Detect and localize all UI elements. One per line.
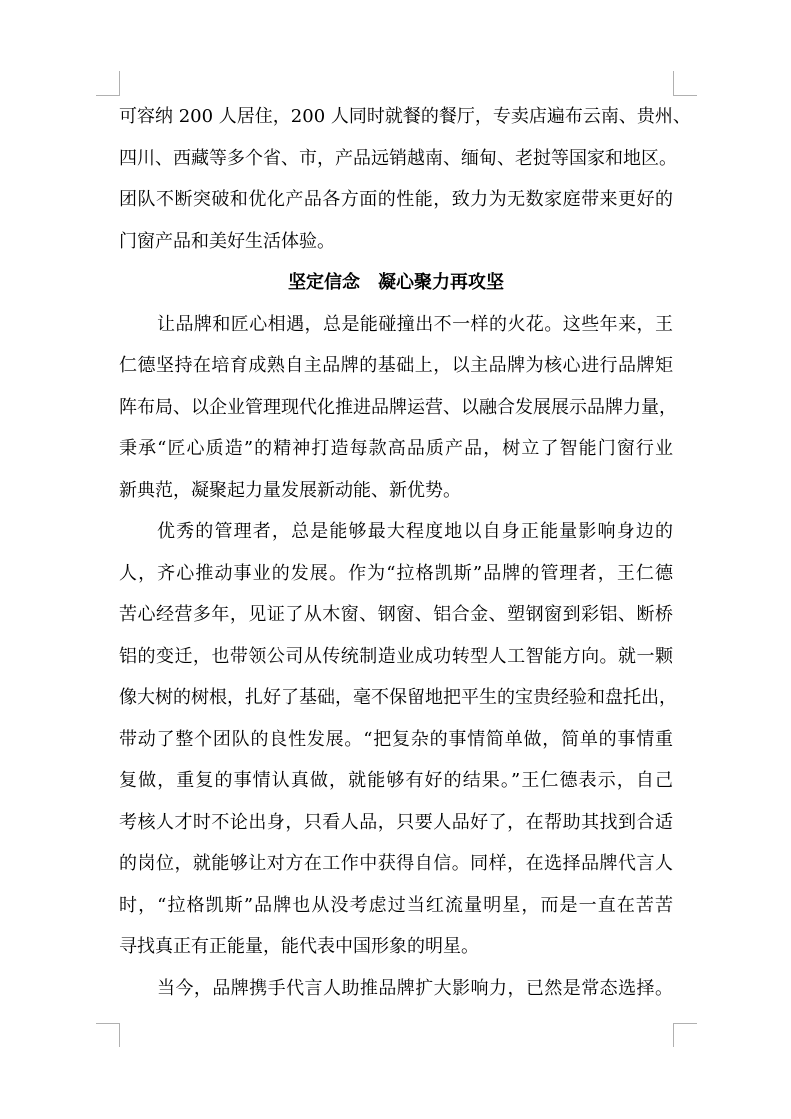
text-line: 可容纳 200 人居住，200 人同时就餐的餐厅，专卖店遍布云南、贵州、 bbox=[119, 106, 691, 127]
text-line: 像大树的树根，扎好了基础，毫不保留地把平生的宝贵经验和盘托出， bbox=[119, 687, 677, 708]
crop-mark-bottom-right-v bbox=[673, 1023, 674, 1047]
text-line: 仁德坚持在培育成熟自主品牌的基础上，以主品牌为核心进行品牌矩 bbox=[119, 355, 673, 376]
crop-mark-top-left-h bbox=[96, 95, 120, 96]
intro-paragraph bbox=[119, 96, 691, 262]
text-line: 苦心经营多年，见证了从木窗、钢窗、铝合金、塑钢窗到彩铝、断桥 bbox=[119, 604, 673, 625]
crop-mark-bottom-left-h bbox=[96, 1023, 120, 1024]
text-line: 寻找真正有正能量，能代表中国形象的明星。 bbox=[119, 936, 479, 957]
paragraph-3 bbox=[119, 968, 673, 1010]
text-line: 复做，重复的事情认真做，就能够有好的结果。”王仁德表示，自己 bbox=[119, 770, 673, 791]
text-line: 考核人才时不论出身，只看人品，只要人品好了，在帮助其找到合适 bbox=[119, 811, 673, 833]
section-heading: 坚定信念 凝心聚力再攻坚 bbox=[288, 272, 504, 293]
crop-mark-top-right-v bbox=[673, 71, 674, 95]
crop-mark-top-right-h bbox=[673, 95, 697, 96]
paragraph-2 bbox=[119, 511, 677, 968]
document-body bbox=[119, 96, 691, 1009]
text-line: 四川、西藏等多个省、市，产品远销越南、缅甸、老挝等国家和地区。 bbox=[119, 147, 677, 169]
text-line: 时，“拉格凯斯”品牌也从没考虑过当红流量明星，而是一直在苦苦 bbox=[119, 894, 673, 916]
text-line: 当今，品牌携手代言人助推品牌扩大影响力，已然是常态选择。 bbox=[157, 977, 673, 999]
text-line: 让品牌和匠心相遇，总是能碰撞出不一样的火花。这些年来，王 bbox=[157, 313, 673, 335]
text-line: 人，齐心推动事业的发展。作为“拉格凯斯”品牌的管理者，王仁德 bbox=[119, 562, 673, 584]
text-line: 铝的变迁，也带领公司从传统制造业成功转型人工智能方向。就一颗 bbox=[119, 645, 673, 667]
text-line: 秉承“匠心质造”的精神打造每款高品质产品，树立了智能门窗行业 bbox=[119, 438, 673, 459]
paragraph-1 bbox=[119, 304, 677, 512]
crop-mark-top-left-v bbox=[119, 71, 120, 95]
text-line: 团队不断突破和优化产品各方面的性能，致力为无数家庭带来更好的 bbox=[119, 189, 673, 210]
crop-mark-bottom-right-h bbox=[673, 1023, 697, 1024]
text-line: 的岗位，就能够让对方在工作中获得自信。同样，在选择品牌代言人 bbox=[119, 853, 673, 874]
text-line: 新典范，凝聚起力量发展新动能、新优势。 bbox=[119, 479, 461, 501]
text-line: 优秀的管理者，总是能够最大程度地以自身正能量影响身边的 bbox=[157, 521, 673, 542]
text-line: 门窗产品和美好生活体验。 bbox=[119, 230, 335, 252]
text-line: 阵布局、以企业管理现代化推进品牌运营、以融合发展展示品牌力量， bbox=[119, 396, 677, 418]
text-line: 带动了整个团队的良性发展。“把复杂的事情简单做，简单的事情重 bbox=[119, 728, 673, 750]
crop-mark-bottom-left-v bbox=[119, 1023, 120, 1047]
